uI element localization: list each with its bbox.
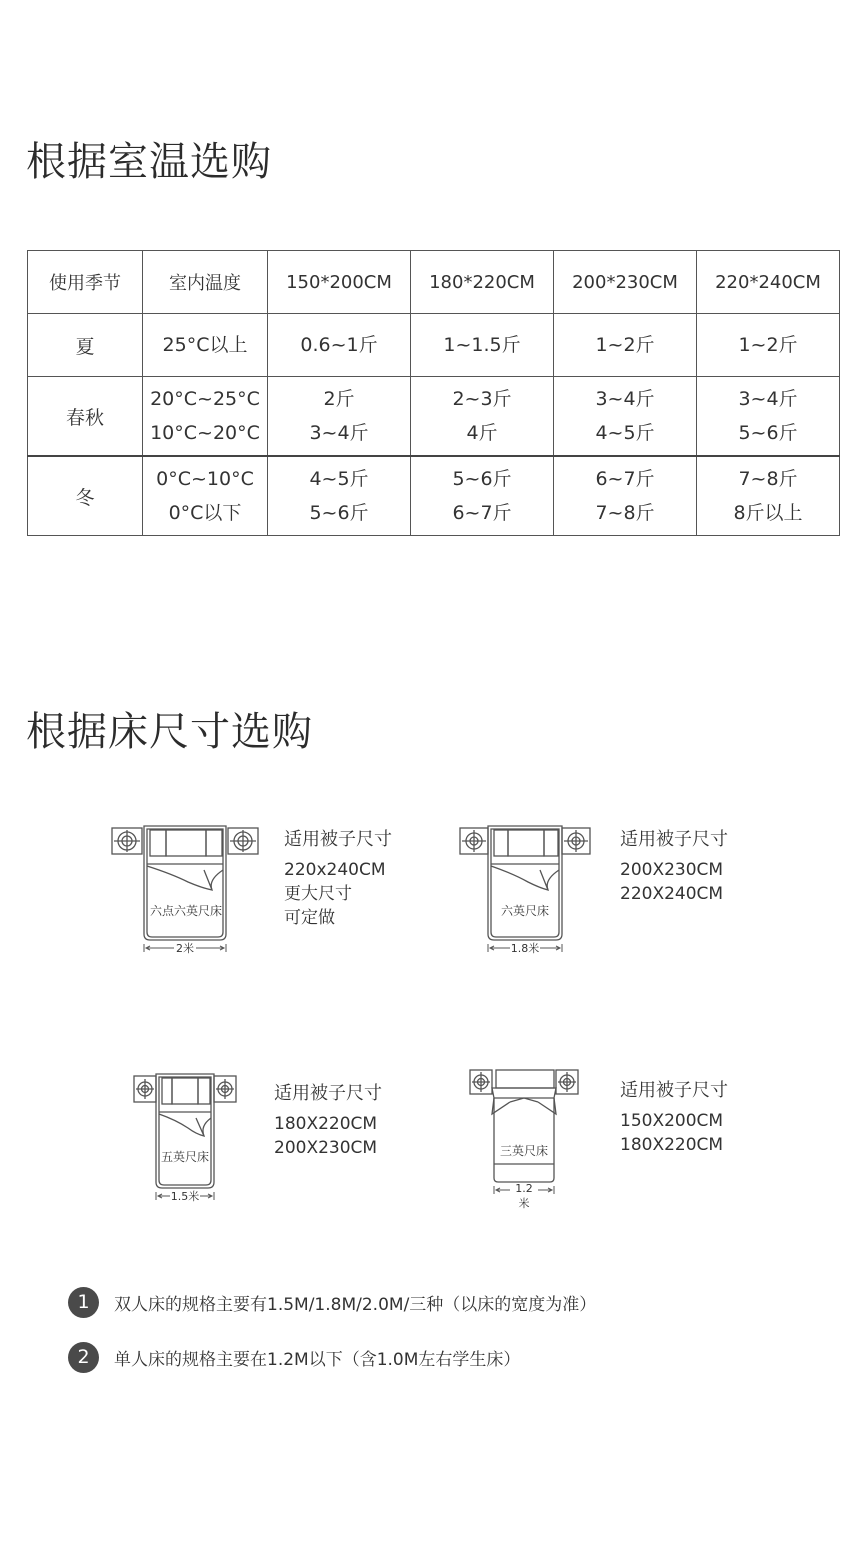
weight-cell: [411, 456, 554, 536]
weight-value: 0.6~1斤: [300, 334, 378, 356]
quilt-size: 可定做: [284, 908, 335, 928]
weight-value: 7~8斤: [595, 502, 655, 524]
bed-icon: [470, 1068, 580, 1198]
header-season: 使用季节: [28, 251, 143, 314]
note-item: [68, 1341, 520, 1373]
table-row-summer: [28, 314, 840, 377]
pillow-icon: [166, 830, 206, 856]
weight-value: 4~5斤: [595, 422, 655, 444]
room-temperature-section-title: 根据室温选购: [26, 139, 272, 185]
header-size-180x220: 180*220CM: [411, 251, 554, 314]
quilt-size: 200X230CM: [274, 1138, 378, 1158]
quilt-size: 更大尺寸: [284, 884, 352, 904]
pillow-icon: [494, 830, 508, 856]
quilt-size: 220X240CM: [620, 884, 724, 904]
bed-quilt-sizes-1-8m: [620, 828, 728, 906]
quilt-size-heading: 适用被子尺寸: [284, 829, 392, 850]
weight-value: 1~2斤: [595, 334, 655, 356]
quilt-size-heading: 适用被子尺寸: [274, 1083, 382, 1104]
weight-value: 7~8斤: [738, 468, 798, 490]
pillow-icon: [544, 830, 558, 856]
pillow-icon: [496, 1070, 554, 1088]
season-cell: 冬: [28, 456, 143, 536]
folded-blanket-icon: [147, 866, 223, 890]
bed-width-label: 2米: [176, 942, 194, 955]
pillow-icon: [172, 1078, 198, 1104]
pillow-icon: [206, 830, 222, 856]
bed-width-label: 1.5米: [170, 1190, 200, 1203]
weight-value: 4斤: [466, 422, 498, 444]
bed-label: 六点六英尺床: [149, 904, 222, 918]
weight-value: 4~5斤: [309, 468, 369, 490]
note-item: [68, 1286, 596, 1318]
bed-icon: [112, 826, 260, 954]
weight-cell: [554, 377, 697, 457]
weight-value: 5~6斤: [309, 502, 369, 524]
weight-value: 6~7斤: [595, 468, 655, 490]
bed-icon: [460, 826, 590, 954]
weight-cell: [554, 314, 697, 377]
pillow-icon: [198, 1078, 210, 1104]
note-number-badge: 2: [68, 1342, 99, 1373]
bed-quilt-sizes-1-5m: [274, 1082, 382, 1160]
quilt-size: 180X220CM: [274, 1114, 378, 1134]
weight-value: 5~6斤: [452, 468, 512, 490]
weight-value: 5~6斤: [738, 422, 798, 444]
season-cell: 春秋: [28, 377, 143, 457]
bed-diagram-2m: [112, 826, 260, 954]
folded-blanket-icon: [492, 1098, 510, 1114]
weight-value: 6~7斤: [452, 502, 512, 524]
weight-cell: [697, 314, 840, 377]
pillow-icon: [150, 830, 166, 856]
table-row-winter: [28, 456, 840, 536]
weight-cell: [268, 377, 411, 457]
bed-label: 三英尺床: [499, 1144, 548, 1158]
pillow-icon: [508, 830, 544, 856]
header-size-200x230: 200*230CM: [554, 251, 697, 314]
weight-value: 3~4斤: [595, 388, 655, 410]
weight-cell: [697, 377, 840, 457]
note-number-badge: 1: [68, 1287, 99, 1318]
weight-cell: [554, 456, 697, 536]
bed-diagram-1-2m: [470, 1068, 580, 1210]
bed-width-label: 1.8米: [510, 942, 540, 955]
temperature-value: 10°C~20°C: [150, 422, 260, 444]
temperature-value: 0°C~10°C: [156, 468, 254, 490]
temperature-cell: [143, 456, 268, 536]
table-header-row: [28, 251, 840, 314]
weight-cell: [697, 456, 840, 536]
quilt-weight-table: [27, 250, 840, 536]
weight-value: 2斤: [323, 388, 355, 410]
quilt-size-heading: 适用被子尺寸: [620, 829, 728, 850]
table-row-spring-autumn: [28, 377, 840, 457]
weight-value: 1~1.5斤: [443, 334, 521, 356]
quilt-size: 220x240CM: [284, 860, 386, 880]
bed-diagram-1-8m: [460, 826, 590, 954]
pillow-icon: [162, 1078, 172, 1104]
bed-width-label: 1.2米: [515, 1182, 533, 1210]
note-text: 双人床的规格主要有1.5M/1.8M/2.0M/三种（以床的宽度为准）: [114, 1294, 597, 1315]
weight-cell: [268, 314, 411, 377]
quilt-size: 180X220CM: [620, 1135, 724, 1155]
temperature-value: 20°C~25°C: [150, 388, 260, 410]
header-size-220x240: 220*240CM: [697, 251, 840, 314]
season-cell: 夏: [28, 314, 143, 377]
weight-value: 8斤以上: [733, 502, 803, 524]
temperature-cell: [143, 314, 268, 377]
weight-value: 3~4斤: [309, 422, 369, 444]
quilt-size: 200X230CM: [620, 860, 724, 880]
note-text: 单人床的规格主要在1.2M以下（含1.0M左右学生床）: [114, 1349, 521, 1370]
bed-quilt-sizes-2m: [284, 828, 392, 930]
bed-size-section-title: 根据床尺寸选购: [26, 709, 313, 755]
weight-cell: [411, 314, 554, 377]
bed-label: 六英尺床: [500, 904, 549, 918]
bed-label: 五英尺床: [160, 1150, 209, 1164]
bed-quilt-sizes-1-2m: [620, 1079, 728, 1157]
header-size-150x200: 150*200CM: [268, 251, 411, 314]
quilt-size-heading: 适用被子尺寸: [620, 1080, 728, 1101]
bed-diagram-1-5m: [134, 1074, 236, 1202]
header-temperature: 室内温度: [143, 251, 268, 314]
weight-value: 1~2斤: [738, 334, 798, 356]
temperature-cell: [143, 377, 268, 457]
quilt-size: 150X200CM: [620, 1111, 724, 1131]
weight-cell: [411, 377, 554, 457]
folded-blanket-icon: [491, 866, 559, 890]
temperature-value: 25°C以上: [162, 334, 248, 356]
weight-value: 3~4斤: [738, 388, 798, 410]
bed-icon: [134, 1074, 236, 1202]
temperature-value: 0°C以下: [168, 502, 242, 524]
weight-cell: [268, 456, 411, 536]
weight-value: 2~3斤: [452, 388, 512, 410]
